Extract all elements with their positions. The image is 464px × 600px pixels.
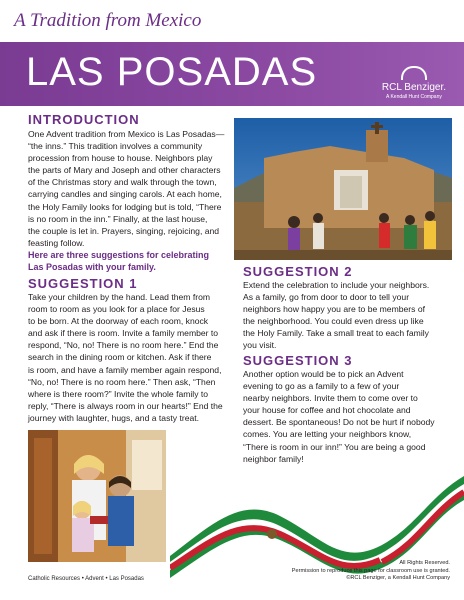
logo-subtitle: A Kendall Hunt Company [386,94,442,100]
suggestion-3-body [243,368,453,465]
page-subtitle: A Tradition from Mexico [14,10,202,31]
intro-line: One Advent tradition from Mexico is Las Posadas— [28,129,225,139]
s2-line: Extend the celebration to include your neighbors. [243,280,430,290]
s1-line: room to room as you look for a place for Jesus [28,304,205,315]
intro-body [28,128,228,249]
suggestion-2-body [243,279,453,352]
suggestion-3-heading: SUGGESTION 3 [243,353,353,368]
s2-line: the neighborhood. You could even dress up like [243,316,424,327]
footer-copyright [292,560,450,583]
s1-line: “No, no! There is no room here.” Then ask, “Then [28,376,216,387]
s1-line: search in the dining room or kitchen. Ask if there [28,352,212,363]
s1-line: Take your children by the hand. Lead them from [28,292,211,302]
s2-line: you visit. [243,340,277,351]
logo-name: RCL Benziger. [381,82,446,93]
publisher-logo [382,66,446,100]
logo-arc-icon [401,66,427,80]
s3-line: “There is room in our inn!” You are being a good [243,441,426,452]
s1-line: journey with laughter, hugs, and a tasty treat. [28,412,200,423]
intro-line: carrying candles and singing carols. At each home, [28,189,222,200]
intro-line: of the Christmas story and walk through the town, [28,177,217,188]
intro-heading: INTRODUCTION [28,112,140,127]
suggestion-1-heading: SUGGESTION 1 [28,276,138,291]
s3-line: evening to go as a family to a few of your [243,381,400,392]
s2-line: the Holy Family. Take a small treat to each family [243,328,429,339]
suggestion-1-body [28,291,233,424]
intro-line: is no room in the inn.” Finally, at the last house, [28,213,208,224]
footer-breadcrumb: Catholic Resources • Advent • Las Posadas [28,576,144,582]
suggestions-lead [28,249,209,273]
s2-line: As a family, go from door to door to tell your [243,292,410,303]
s1-line: to be born. At the doorway of each room, knock [28,316,209,327]
intro-line: the Holy Family looks for lodging but is told, “There [28,201,222,212]
s3-line: comes. You are letting your neighbors know, [243,429,412,440]
s3-line: neighbor family! [243,453,304,464]
intro-line: procession from house to house. Neighbors play [28,153,213,164]
s1-line: where is there room?” Invite the whole family to [28,388,209,399]
s1-line: and ask if there is room. Invite a family member to [28,328,219,339]
suggestion-2-heading: SUGGESTION 2 [243,264,353,279]
s3-line: dessert. Be spontaneous! Do not be hurt if nobody [243,417,435,428]
mission-procession-photo [234,118,452,260]
permission-text: Permission to reproduce this page for classroom use is granted. [291,567,450,574]
family-doorway-photo [28,430,166,562]
copyright-text: ©RCL Benziger, a Kendall Hunt Company [346,575,450,581]
lead-line: Las Posadas with your family. [28,262,156,272]
s3-line: your house for coffee and hot chocolate and [243,405,411,416]
page-title: LAS POSADAS [26,50,318,94]
rights-text: All Rights Reserved. [399,560,450,566]
intro-line: feasting follow. [28,237,85,248]
s1-line: respond, “No, no! There is no room here.” End the [28,340,219,351]
s1-line: reply, “There is always room in our hearts!” End the [28,400,223,411]
intro-line: the couple is let in. Prayers, singing, rejoicing, and [28,225,220,236]
lead-line: Here are three suggestions for celebrating [28,250,210,260]
s3-line: Another option would be to pick an Advent [243,369,404,379]
intro-line: the parts of Mary and Joseph and other characters [28,165,221,176]
eagle-emblem-icon [267,529,277,539]
s1-line: is room, and have a family member again respond, [28,364,222,375]
s2-line: neighbors how happy you are to be members of [243,304,426,315]
intro-line: “the inns.” This tradition involves a community [28,141,203,152]
s3-line: nearby neighbors. Invite them to come over to [243,393,418,404]
